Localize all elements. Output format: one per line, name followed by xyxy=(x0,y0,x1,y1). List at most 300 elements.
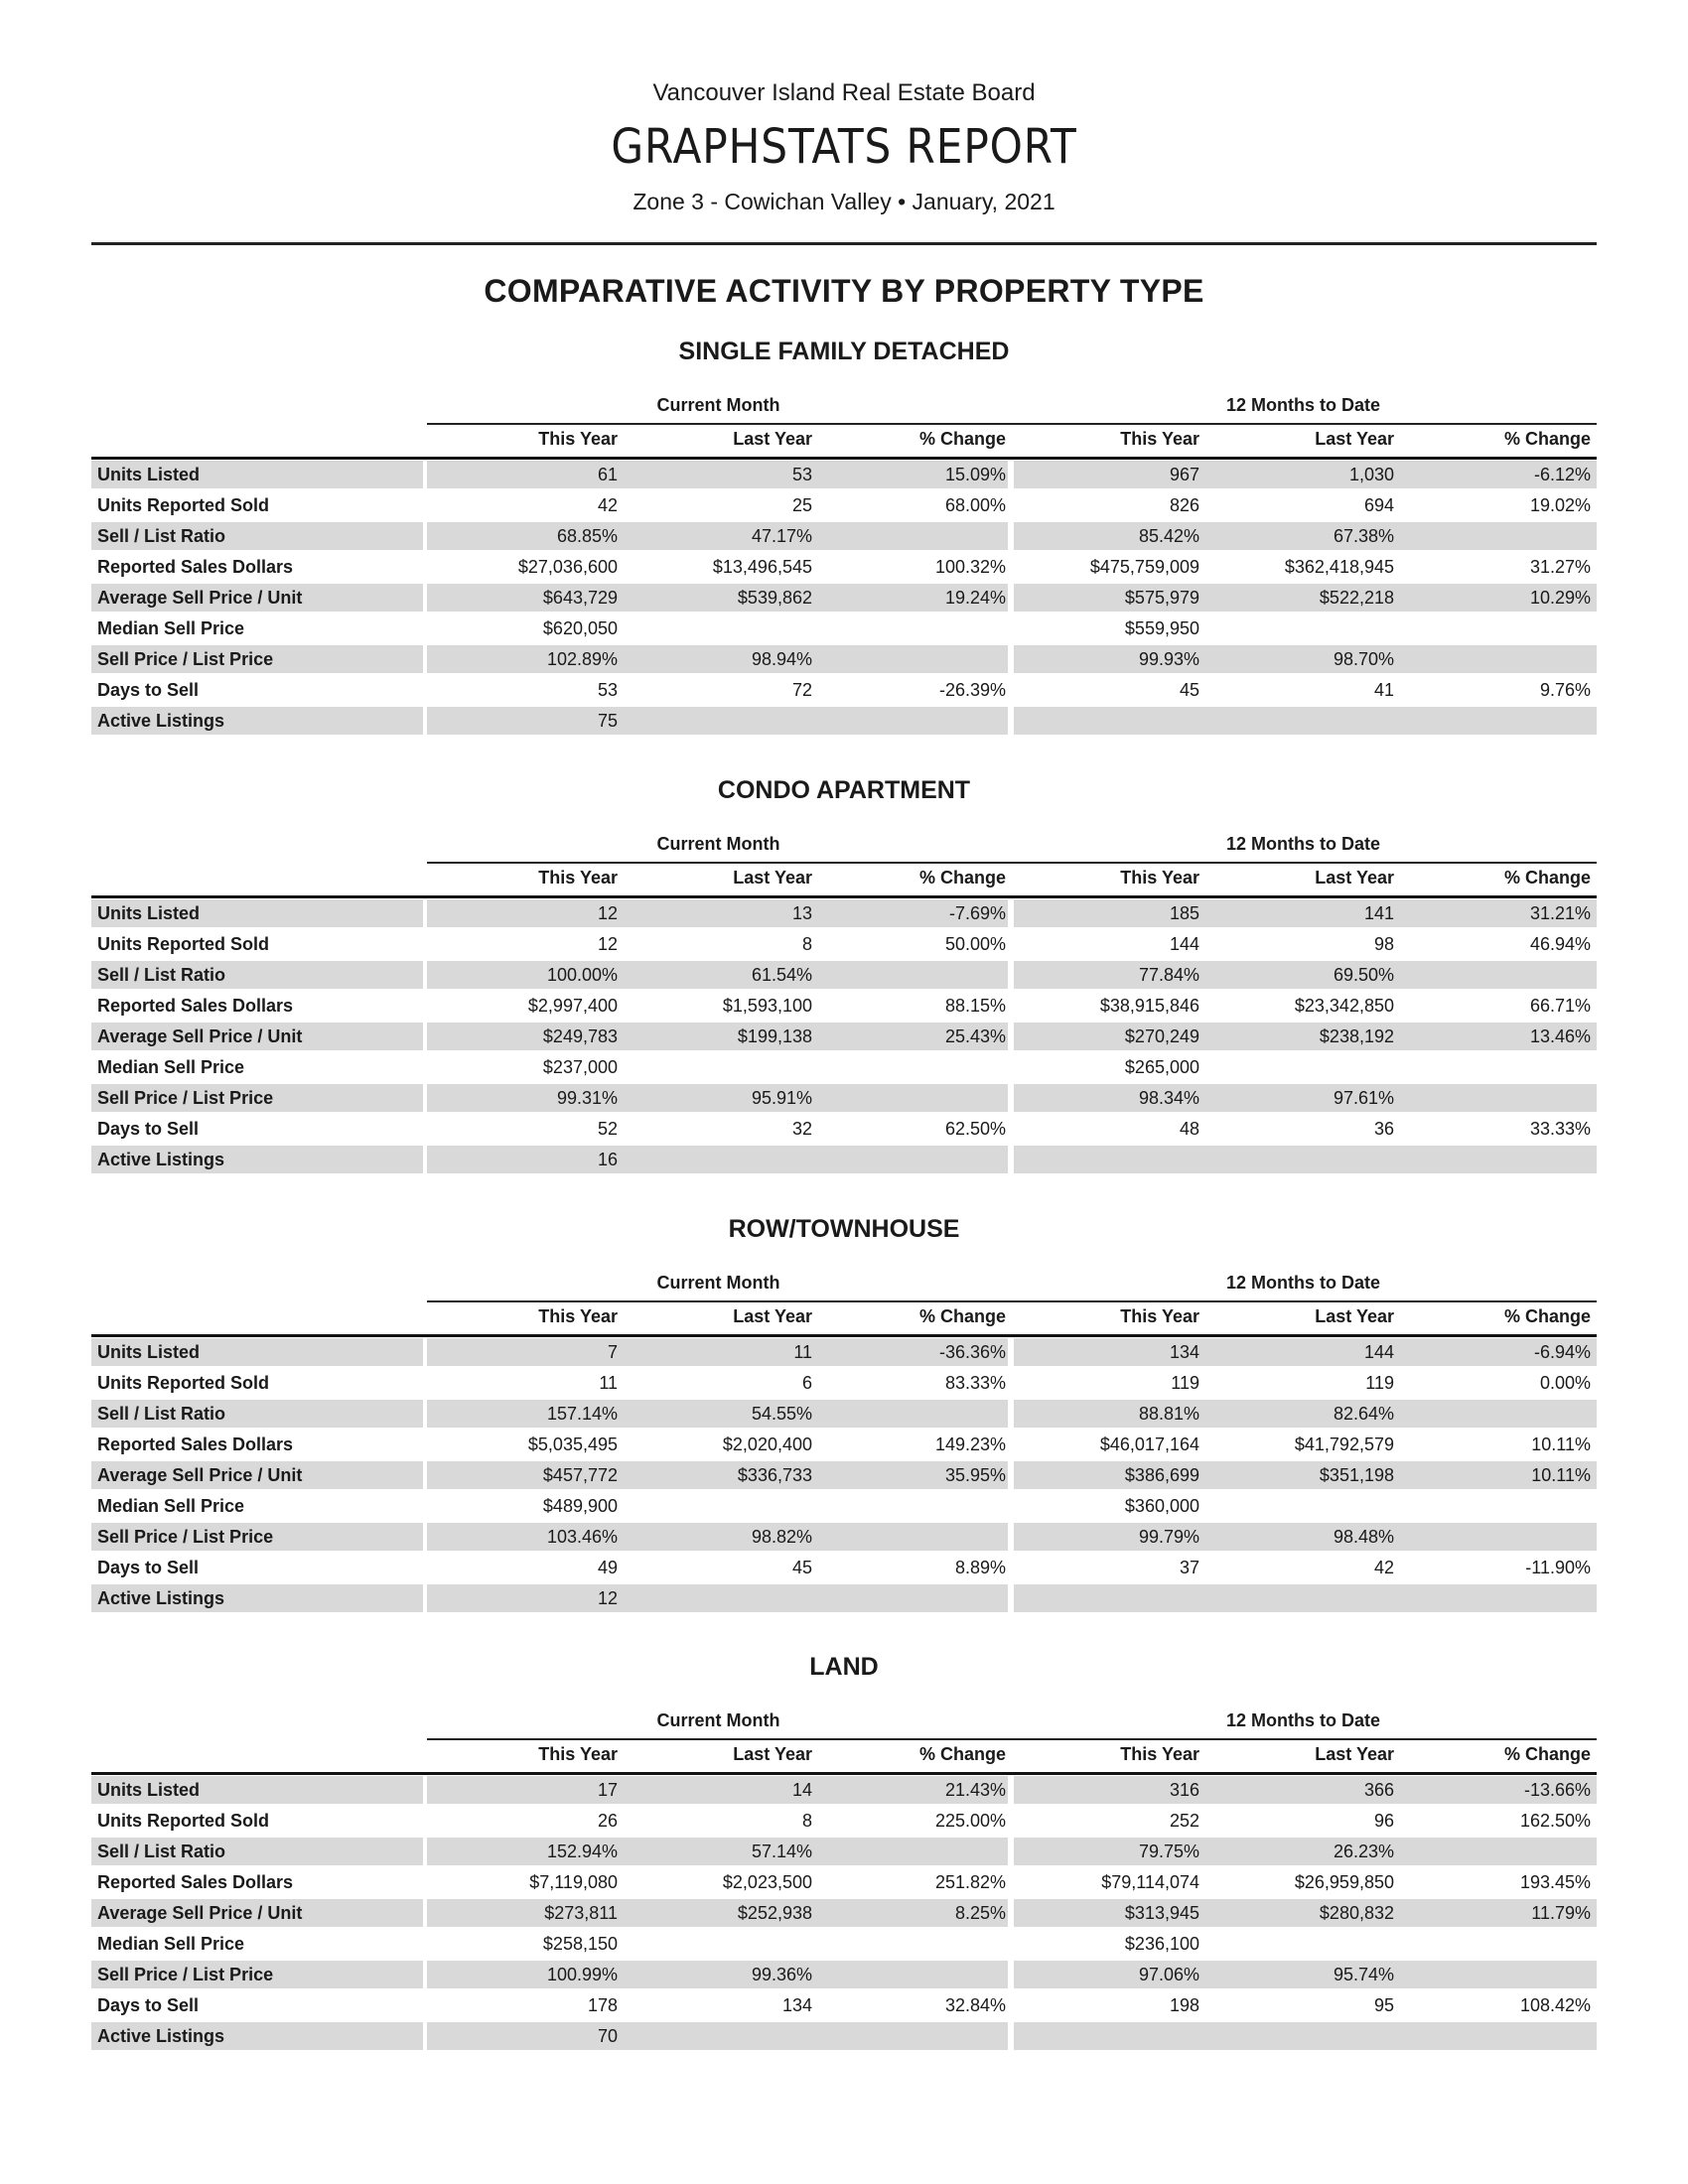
table-cell: 35.95% xyxy=(944,1465,1006,1485)
table-cell: 198 xyxy=(1169,1995,1199,2015)
column-header: % Change xyxy=(1503,1306,1591,1326)
table-cell: 82.64% xyxy=(1333,1404,1394,1424)
table-cell: 10.29% xyxy=(1529,588,1591,608)
table-cell: 14 xyxy=(791,1780,812,1800)
row-label: Median Sell Price xyxy=(97,618,245,638)
row-label: Units Reported Sold xyxy=(97,934,270,954)
table-cell: 69.50% xyxy=(1333,965,1394,985)
column-header: Last Year xyxy=(1315,1306,1394,1326)
table-row xyxy=(91,1400,1597,1431)
table-cell xyxy=(1396,614,1595,642)
table-cell xyxy=(814,1961,1008,1988)
table-row xyxy=(91,491,1597,522)
table-row xyxy=(91,992,1597,1023)
table-row xyxy=(91,1838,1597,1868)
table-cell: $265,000 xyxy=(1124,1057,1199,1077)
table-cell: 694 xyxy=(1363,495,1394,515)
table-cell: $489,900 xyxy=(542,1496,618,1516)
table-cell: 41 xyxy=(1373,680,1394,700)
table-cell: $522,218 xyxy=(1319,588,1394,608)
group-underline xyxy=(427,862,1597,864)
report-subtitle: Zone 3 - Cowichan Valley • January, 2021 xyxy=(633,189,1055,214)
table-cell: $386,699 xyxy=(1124,1465,1199,1485)
table-cell: 252 xyxy=(1169,1811,1199,1831)
table-row xyxy=(91,645,1597,676)
table-cell: 79.75% xyxy=(1138,1842,1199,1861)
table-cell: -6.12% xyxy=(1533,465,1591,484)
table-cell: 45 xyxy=(1179,680,1199,700)
table-cell: 157.14% xyxy=(546,1404,618,1424)
table-cell xyxy=(1396,1961,1595,1988)
table-cell: 10.11% xyxy=(1531,1465,1591,1485)
table-cell: 108.42% xyxy=(1519,1995,1591,2015)
table-cell: 7 xyxy=(607,1342,618,1362)
table-cell: $475,759,009 xyxy=(1089,557,1199,577)
table-cell: 48 xyxy=(1179,1119,1199,1139)
table-row xyxy=(91,707,1597,738)
column-header: This Year xyxy=(538,1744,618,1764)
table-cell xyxy=(1014,2022,1201,2050)
table-row xyxy=(91,1053,1597,1084)
column-header: Last Year xyxy=(1315,868,1394,887)
table-cell: 6 xyxy=(801,1373,812,1393)
table-cell: 75 xyxy=(597,711,618,731)
table-cell: 72 xyxy=(791,680,812,700)
table-cell: 36 xyxy=(1373,1119,1394,1139)
table-row xyxy=(91,961,1597,992)
column-header: % Change xyxy=(918,868,1006,887)
table-cell: $351,198 xyxy=(1319,1465,1394,1485)
table-row xyxy=(91,1961,1597,1991)
table-cell: 99.31% xyxy=(556,1088,618,1108)
table-cell: $79,114,074 xyxy=(1101,1872,1199,1892)
table-cell: 95.74% xyxy=(1333,1965,1394,1984)
table-cell: $237,000 xyxy=(542,1057,618,1077)
table-cell xyxy=(1396,1838,1595,1865)
table-cell: 95 xyxy=(1373,1995,1394,2015)
table-cell: $26,959,850 xyxy=(1294,1872,1394,1892)
row-label: Units Reported Sold xyxy=(97,1373,270,1393)
table-cell: 134 xyxy=(1169,1342,1199,1362)
table-cell: 45 xyxy=(791,1558,812,1577)
table-cell: $252,938 xyxy=(737,1903,812,1923)
table-cell xyxy=(1396,961,1595,989)
table-cell xyxy=(814,1930,1008,1958)
table-cell: 178 xyxy=(587,1995,618,2015)
column-header: This Year xyxy=(1120,1744,1199,1764)
header-rule xyxy=(91,895,1597,898)
table-cell xyxy=(620,1584,814,1612)
table-cell: 95.91% xyxy=(751,1088,812,1108)
row-label: Sell Price / List Price xyxy=(97,1527,274,1547)
section-title: CONDO APARTMENT xyxy=(717,776,971,804)
column-header: Last Year xyxy=(1315,1744,1394,1764)
table-cell xyxy=(1201,2022,1396,2050)
table-cell xyxy=(814,2022,1008,2050)
row-label: Reported Sales Dollars xyxy=(97,996,294,1016)
group-header-12-months: 12 Months to Date xyxy=(1225,834,1380,854)
table-row xyxy=(91,1807,1597,1838)
row-label: Units Listed xyxy=(97,903,201,923)
table-cell: $2,023,500 xyxy=(722,1872,812,1892)
table-cell xyxy=(1396,1523,1595,1551)
table-cell: 97.06% xyxy=(1138,1965,1199,1984)
table-cell: 25 xyxy=(791,495,812,515)
header-rule xyxy=(91,1334,1597,1337)
column-header: Last Year xyxy=(1315,429,1394,449)
table-row xyxy=(91,1523,1597,1554)
table-cell: 10.11% xyxy=(1531,1434,1591,1454)
column-header: This Year xyxy=(538,1306,618,1326)
table-cell xyxy=(1396,707,1595,735)
table-row xyxy=(91,461,1597,491)
table-cell: 11 xyxy=(793,1342,812,1362)
table-cell: $238,192 xyxy=(1319,1026,1394,1046)
table-cell: 100.32% xyxy=(934,557,1006,577)
table-cell: 50.00% xyxy=(944,934,1006,954)
row-label: Sell Price / List Price xyxy=(97,649,274,669)
table-cell: -6.94% xyxy=(1533,1342,1591,1362)
table-cell xyxy=(814,1492,1008,1520)
table-row xyxy=(91,1930,1597,1961)
table-cell: 100.99% xyxy=(546,1965,618,1984)
header-rule xyxy=(91,1772,1597,1775)
table-cell xyxy=(1201,707,1396,735)
table-cell: 102.89% xyxy=(546,649,618,669)
table-cell: 88.81% xyxy=(1138,1404,1199,1424)
table-row xyxy=(91,584,1597,614)
main-heading: COMPARATIVE ACTIVITY BY PROPERTY TYPE xyxy=(484,273,1204,309)
table-cell: $38,915,846 xyxy=(1099,996,1199,1016)
table-cell xyxy=(1396,1584,1595,1612)
table-cell: 19.02% xyxy=(1529,495,1591,515)
table-cell: 32 xyxy=(791,1119,812,1139)
table-cell xyxy=(1396,1400,1595,1428)
table-cell: -26.39% xyxy=(938,680,1006,700)
table-cell xyxy=(1396,2022,1595,2050)
table-cell: 12 xyxy=(597,903,618,923)
table-cell: 119 xyxy=(1365,1373,1394,1393)
table-cell: 31.27% xyxy=(1529,557,1591,577)
table-cell xyxy=(814,1523,1008,1551)
table-cell: 61 xyxy=(597,465,618,484)
row-label: Sell / List Ratio xyxy=(97,965,226,985)
table-cell: 53 xyxy=(791,465,812,484)
table-cell: 11 xyxy=(599,1373,618,1393)
table-cell: $236,100 xyxy=(1124,1934,1199,1954)
table-cell: 13 xyxy=(791,903,812,923)
table-cell xyxy=(814,614,1008,642)
group-header-current-month: Current Month xyxy=(656,395,780,415)
column-header: Last Year xyxy=(733,868,812,887)
table-cell: 88.15% xyxy=(944,996,1006,1016)
table-cell: 193.45% xyxy=(1519,1872,1591,1892)
table-cell: 9.76% xyxy=(1539,680,1591,700)
table-cell xyxy=(814,1400,1008,1428)
table-cell: 826 xyxy=(1169,495,1199,515)
row-label: Active Listings xyxy=(97,711,225,731)
table-cell: $270,249 xyxy=(1124,1026,1199,1046)
section-title: ROW/TOWNHOUSE xyxy=(728,1215,960,1243)
table-cell: 316 xyxy=(1169,1780,1199,1800)
table-row xyxy=(91,1584,1597,1615)
row-label: Days to Sell xyxy=(97,1119,200,1139)
table-row xyxy=(91,1084,1597,1115)
table-row xyxy=(91,1868,1597,1899)
table-cell xyxy=(620,1492,814,1520)
column-header: % Change xyxy=(1503,1744,1591,1764)
table-cell xyxy=(1201,1930,1396,1958)
table-cell: 144 xyxy=(1169,934,1199,954)
table-cell: $27,036,600 xyxy=(517,557,618,577)
table-cell: 98.34% xyxy=(1138,1088,1199,1108)
table-cell: 42 xyxy=(1373,1558,1394,1577)
table-cell xyxy=(814,645,1008,673)
table-cell: 46.94% xyxy=(1529,934,1591,954)
table-cell xyxy=(1201,1492,1396,1520)
table-cell: $258,150 xyxy=(542,1934,618,1954)
table-row xyxy=(91,1991,1597,2022)
table-cell xyxy=(1201,1584,1396,1612)
table-cell: $41,792,579 xyxy=(1294,1434,1394,1454)
table-cell xyxy=(814,1838,1008,1865)
table-cell xyxy=(814,1584,1008,1612)
table-cell: 53 xyxy=(597,680,618,700)
table-cell: 15.09% xyxy=(944,465,1006,484)
table-cell xyxy=(1201,1146,1396,1173)
table-cell: 251.82% xyxy=(934,1872,1006,1892)
table-cell: 8 xyxy=(801,1811,812,1831)
table-row xyxy=(91,553,1597,584)
column-header: This Year xyxy=(1120,868,1199,887)
table-cell: 96 xyxy=(1373,1811,1394,1831)
data-table xyxy=(91,1338,1597,1615)
table-cell: 99.93% xyxy=(1138,649,1199,669)
table-cell: $5,035,495 xyxy=(527,1434,618,1454)
table-cell: 98.70% xyxy=(1333,649,1394,669)
table-cell: 185 xyxy=(1169,903,1199,923)
row-label: Average Sell Price / Unit xyxy=(97,1465,303,1485)
row-label: Median Sell Price xyxy=(97,1934,245,1954)
column-header: % Change xyxy=(1503,429,1591,449)
table-cell: 31.21% xyxy=(1529,903,1591,923)
table-cell: -13.66% xyxy=(1523,1780,1591,1800)
table-cell: 98.82% xyxy=(751,1527,812,1547)
column-header: % Change xyxy=(918,1744,1006,1764)
row-label: Average Sell Price / Unit xyxy=(97,1903,303,1923)
table-row xyxy=(91,1115,1597,1146)
column-header: % Change xyxy=(918,429,1006,449)
row-label: Units Reported Sold xyxy=(97,495,270,515)
table-cell xyxy=(1201,614,1396,642)
table-cell xyxy=(1396,522,1595,550)
table-cell: 16 xyxy=(597,1150,618,1169)
row-label: Reported Sales Dollars xyxy=(97,1872,294,1892)
table-cell: $23,342,850 xyxy=(1294,996,1394,1016)
table-row xyxy=(91,899,1597,930)
table-cell xyxy=(1396,1492,1595,1520)
table-row xyxy=(91,2022,1597,2053)
table-cell: $575,979 xyxy=(1124,588,1199,608)
row-label: Days to Sell xyxy=(97,1558,200,1577)
table-cell xyxy=(814,707,1008,735)
table-cell: 77.84% xyxy=(1138,965,1199,985)
table-cell: 26.23% xyxy=(1333,1842,1394,1861)
table-cell: 141 xyxy=(1363,903,1394,923)
header-divider xyxy=(91,242,1597,245)
table-cell xyxy=(1396,1053,1595,1081)
row-label: Units Listed xyxy=(97,1780,201,1800)
table-cell: 149.23% xyxy=(934,1434,1006,1454)
table-cell: 19.24% xyxy=(944,588,1006,608)
table-cell: 12 xyxy=(597,934,618,954)
row-label: Sell Price / List Price xyxy=(97,1965,274,1984)
column-header: % Change xyxy=(1503,868,1591,887)
table-cell: 98 xyxy=(1373,934,1394,954)
table-cell: $199,138 xyxy=(737,1026,812,1046)
table-cell: $457,772 xyxy=(542,1465,618,1485)
table-row xyxy=(91,1461,1597,1492)
table-cell: 13.46% xyxy=(1529,1026,1591,1046)
table-cell: 100.00% xyxy=(546,965,618,985)
table-row xyxy=(91,1338,1597,1369)
row-label: Active Listings xyxy=(97,2026,225,2046)
table-cell: $249,783 xyxy=(542,1026,618,1046)
table-cell xyxy=(814,961,1008,989)
table-cell: 0.00% xyxy=(1539,1373,1591,1393)
column-header: Last Year xyxy=(733,429,812,449)
table-cell: 25.43% xyxy=(944,1026,1006,1046)
table-row xyxy=(91,522,1597,553)
table-cell xyxy=(620,1146,814,1173)
table-cell: $336,733 xyxy=(737,1465,812,1485)
table-row xyxy=(91,930,1597,961)
column-header: This Year xyxy=(538,429,618,449)
table-cell: 62.50% xyxy=(944,1119,1006,1139)
table-row xyxy=(91,614,1597,645)
table-cell: $559,950 xyxy=(1124,618,1199,638)
row-label: Average Sell Price / Unit xyxy=(97,1026,303,1046)
table-cell: $620,050 xyxy=(542,618,618,638)
group-underline xyxy=(427,423,1597,425)
table-row xyxy=(91,676,1597,707)
section-single-family-detached xyxy=(91,338,1597,764)
section-land xyxy=(91,1653,1597,2080)
table-cell: 99.79% xyxy=(1138,1527,1199,1547)
group-header-current-month: Current Month xyxy=(656,1273,780,1293)
table-cell: 57.14% xyxy=(751,1842,812,1861)
group-header-12-months: 12 Months to Date xyxy=(1225,1710,1380,1730)
column-header: Last Year xyxy=(733,1306,812,1326)
table-cell: 134 xyxy=(781,1995,812,2015)
data-table xyxy=(91,461,1597,738)
table-cell: $273,811 xyxy=(544,1903,618,1923)
column-header: This Year xyxy=(538,868,618,887)
table-cell: 17 xyxy=(597,1780,618,1800)
table-cell: 8.25% xyxy=(954,1903,1006,1923)
column-header: This Year xyxy=(1120,1306,1199,1326)
table-cell: 66.71% xyxy=(1529,996,1591,1016)
data-table xyxy=(91,899,1597,1176)
row-label: Days to Sell xyxy=(97,1995,200,2015)
table-cell: $7,119,080 xyxy=(529,1872,618,1892)
table-row xyxy=(91,1776,1597,1807)
table-cell: 103.46% xyxy=(546,1527,618,1547)
table-cell: 11.79% xyxy=(1531,1903,1591,1923)
table-cell: 68.85% xyxy=(556,526,618,546)
table-cell: 52 xyxy=(597,1119,618,1139)
table-row xyxy=(91,1431,1597,1461)
table-cell: 21.43% xyxy=(944,1780,1006,1800)
table-cell: 8 xyxy=(801,934,812,954)
table-cell xyxy=(1014,1584,1201,1612)
table-cell: 47.17% xyxy=(751,526,812,546)
table-cell: -7.69% xyxy=(948,903,1006,923)
table-cell: 33.33% xyxy=(1529,1119,1591,1139)
table-cell: $46,017,164 xyxy=(1099,1434,1199,1454)
table-cell xyxy=(1014,1146,1201,1173)
section-title: SINGLE FAMILY DETACHED xyxy=(678,338,1010,365)
table-cell: 119 xyxy=(1171,1373,1199,1393)
table-cell: 12 xyxy=(597,1588,618,1608)
group-underline xyxy=(427,1300,1597,1302)
table-cell: 83.33% xyxy=(944,1373,1006,1393)
table-cell xyxy=(814,1084,1008,1112)
table-cell xyxy=(1396,1146,1595,1173)
column-header: % Change xyxy=(918,1306,1006,1326)
row-label: Active Listings xyxy=(97,1150,225,1169)
table-cell xyxy=(620,707,814,735)
column-header: This Year xyxy=(1120,429,1199,449)
table-row xyxy=(91,1369,1597,1400)
table-cell: 144 xyxy=(1363,1342,1394,1362)
row-label: Active Listings xyxy=(97,1588,225,1608)
row-label: Sell / List Ratio xyxy=(97,1842,226,1861)
table-row xyxy=(91,1899,1597,1930)
row-label: Average Sell Price / Unit xyxy=(97,588,303,608)
row-label: Median Sell Price xyxy=(97,1496,245,1516)
table-cell: 98.48% xyxy=(1333,1527,1394,1547)
group-header-current-month: Current Month xyxy=(656,1710,780,1730)
row-label: Sell / List Ratio xyxy=(97,526,226,546)
table-cell: -11.90% xyxy=(1525,1558,1591,1577)
table-cell: 85.42% xyxy=(1138,526,1199,546)
row-label: Median Sell Price xyxy=(97,1057,245,1077)
table-cell: 32.84% xyxy=(944,1995,1006,2015)
row-label: Units Reported Sold xyxy=(97,1811,270,1831)
table-cell: $2,997,400 xyxy=(527,996,618,1016)
table-cell: 98.94% xyxy=(751,649,812,669)
table-cell: 366 xyxy=(1363,1780,1394,1800)
row-label: Units Listed xyxy=(97,1342,201,1362)
table-cell: $313,945 xyxy=(1124,1903,1199,1923)
group-header-12-months: 12 Months to Date xyxy=(1225,395,1380,415)
table-cell: $1,593,100 xyxy=(722,996,812,1016)
table-cell: 97.61% xyxy=(1333,1088,1394,1108)
row-label: Sell Price / List Price xyxy=(97,1088,274,1108)
table-cell: $280,832 xyxy=(1319,1903,1394,1923)
table-cell: 42 xyxy=(597,495,618,515)
table-cell: 70 xyxy=(597,2026,618,2046)
table-cell: 49 xyxy=(597,1558,618,1577)
table-cell: 67.38% xyxy=(1333,526,1394,546)
report-title: GRAPHSTATS REPORT xyxy=(611,119,1077,175)
table-row xyxy=(91,1554,1597,1584)
table-cell: 61.54% xyxy=(751,965,812,985)
section-condo-apartment xyxy=(91,776,1597,1203)
table-cell: $13,496,545 xyxy=(712,557,812,577)
table-cell: 68.00% xyxy=(944,495,1006,515)
